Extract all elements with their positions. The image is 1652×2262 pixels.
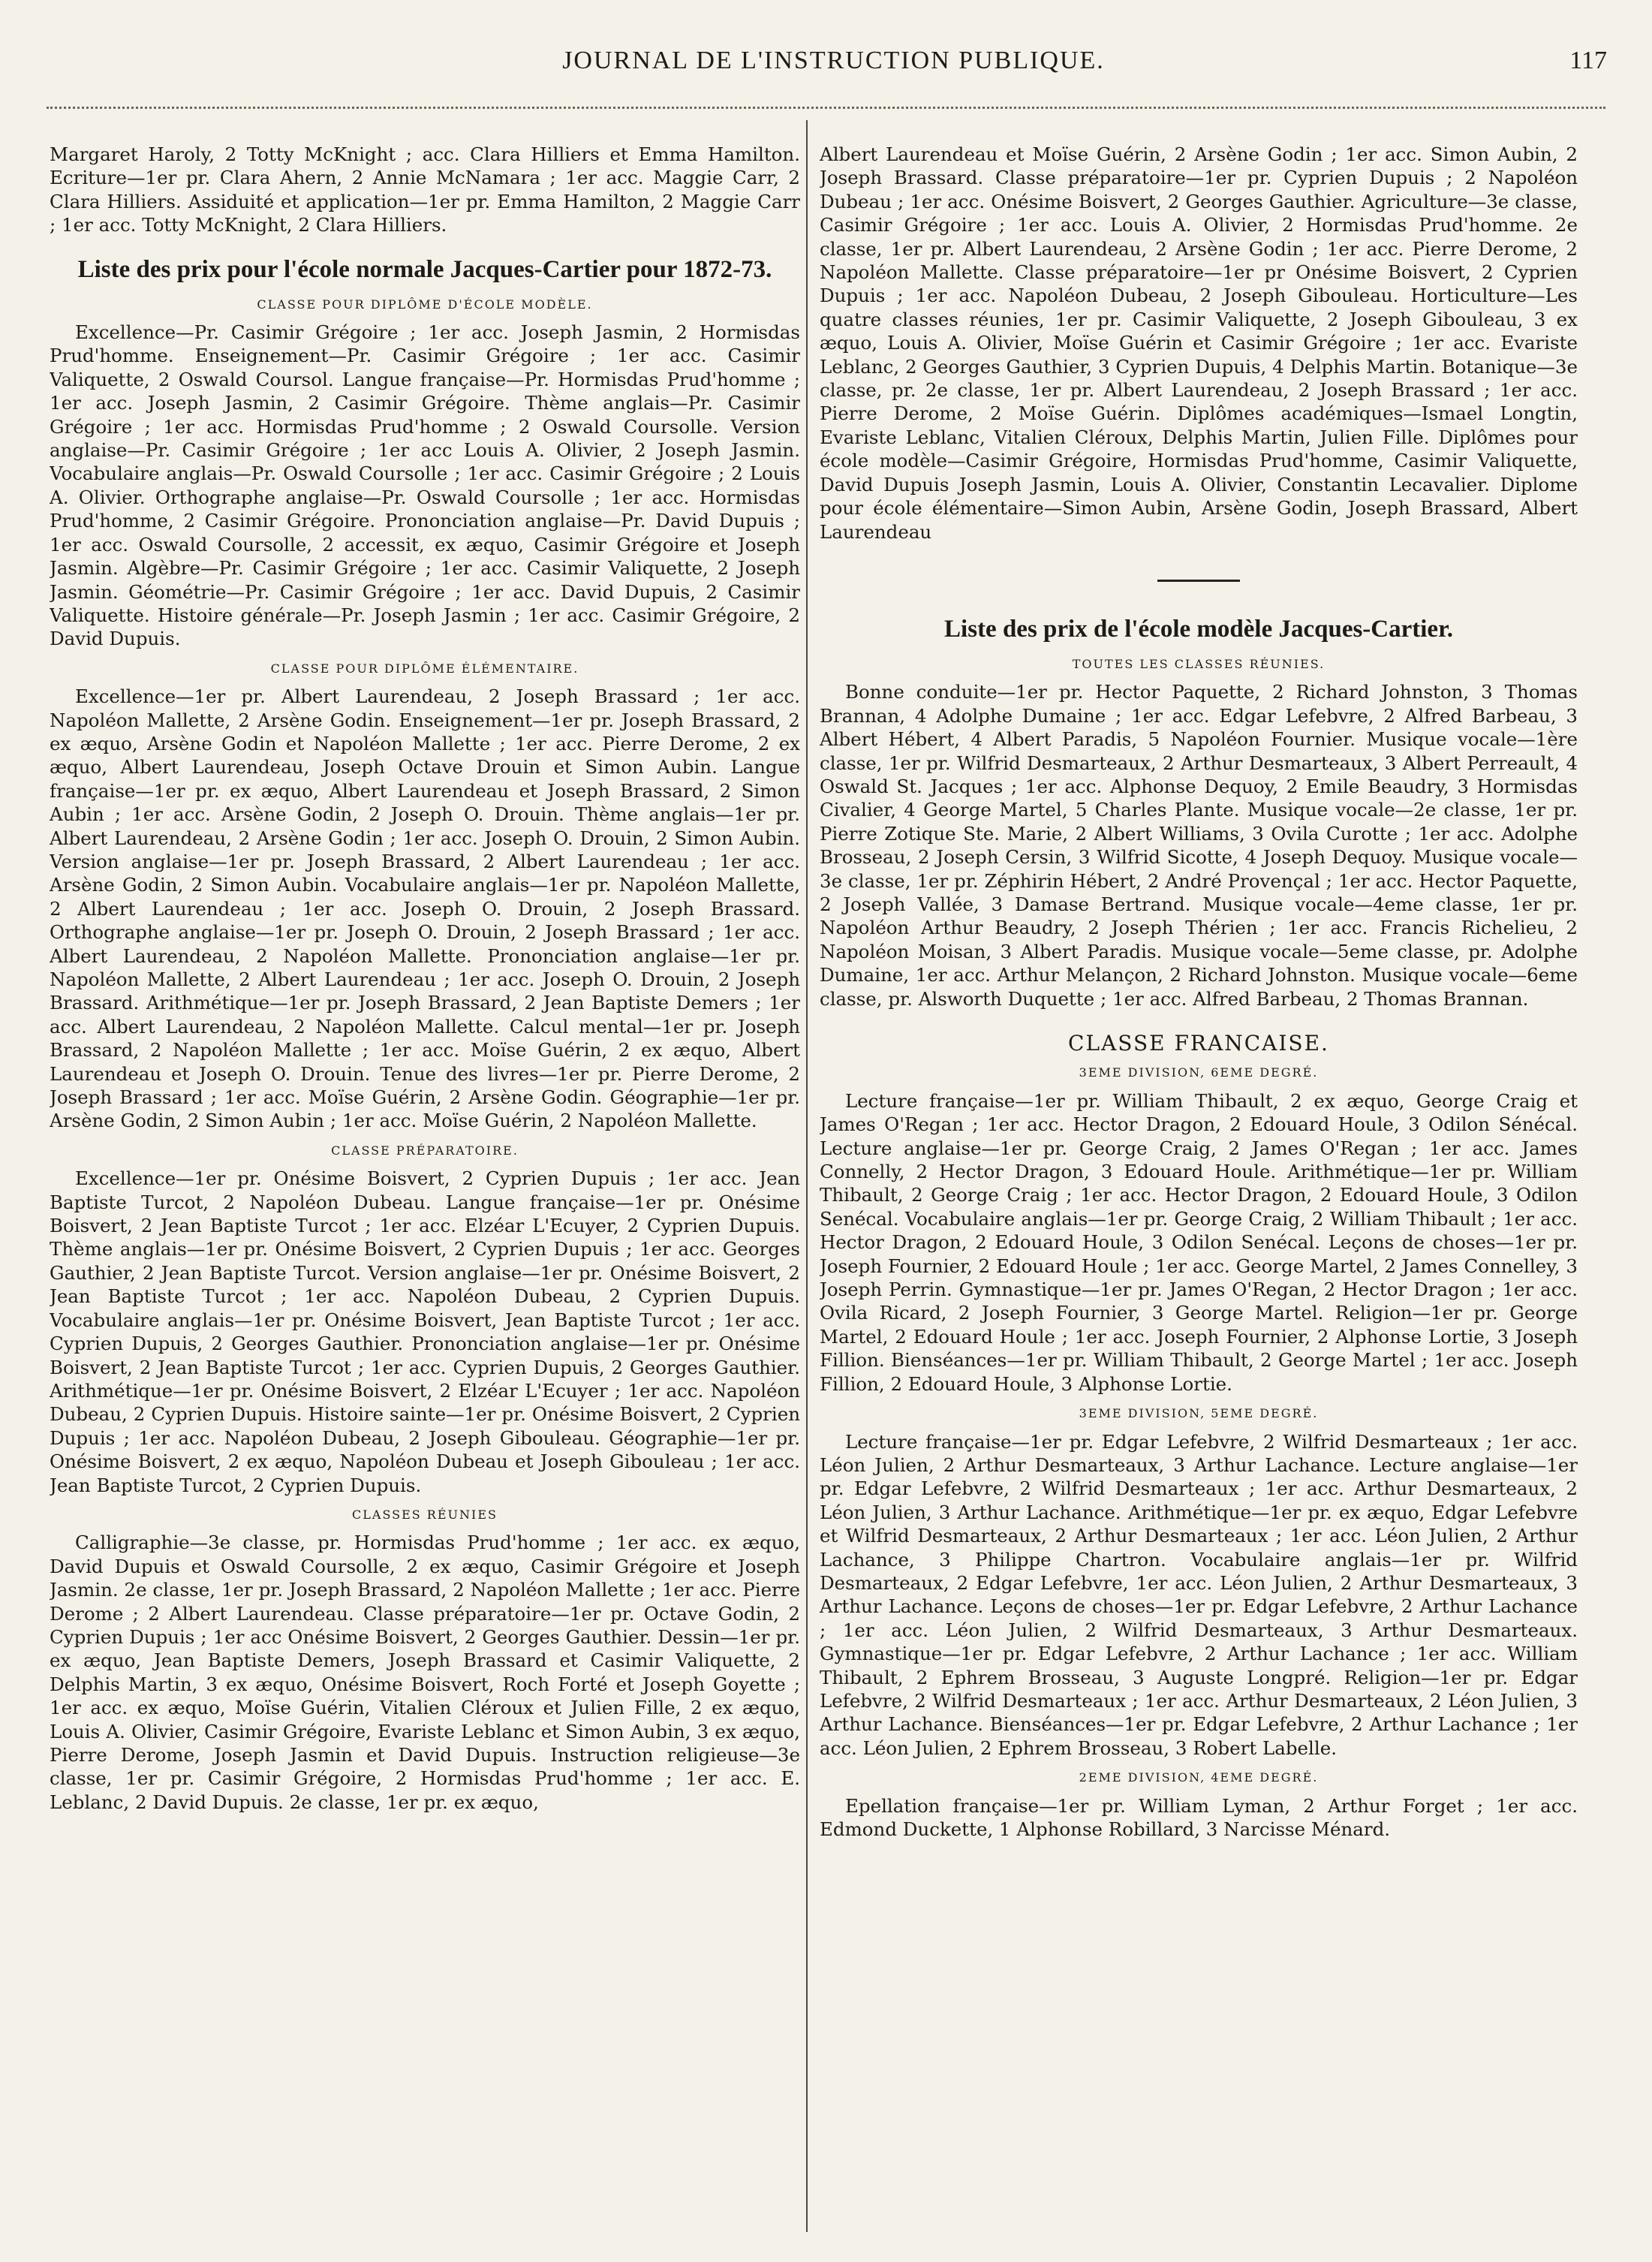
subsection-text: Excellence—1er pr. Albert Laurendeau, 2 Joseph Brassard ; 1er acc. Napoléon Mallette, 2 Arsène Godin. Enseignement—1er pr. Joseph Brassard, 2 ex æquo, Arsène Godin et Napoléon Mallette ; 1er acc. Pierre Derome, 2 ex æquo, Albert Laurendeau, Joseph Octave Drouin et Simon Aubin. Langue française—1er pr. ex æquo, Albert Laurendeau et Joseph Brassard, 2 Simon Aubin ; 1er acc. Arsène Godin, 2 Joseph O. Drouin. Thème anglais—1er pr. Albert Laurendeau, 2 Arsène Godin ; 1er acc. Joseph O. Drouin, 2 Simon Aubin. Version anglaise—1er pr. Joseph Brassard, 2 Albert Laurendeau ; 1er acc. Arsène Godin, 2 Simon Aubin. Vocabulaire anglais—1er pr. Napoléon Mallette, 2 Albert Laurendeau ; 1er acc. Joseph O. Drouin, 2 Joseph Brassard. Orthographe anglaise—1er pr. Joseph O. Drouin, 2 Joseph Brassard ; 1er acc. Albert Laurendeau, 2 Napoléon Mallette. Prononciation anglaise—1er pr. Napoléon Mallette, 2 Albert Laurendeau ; 1er acc. Joseph O. Drouin, 2 Joseph Brassard. Arithmétique—1er pr. Joseph Brassard, 2 Jean Baptiste Demers ; 1er acc. Albert Laurendeau, 2 Napoléon Mallette. Calcul mental—1er pr. Joseph Brassard, 2 Napoléon Mallette ; 1er acc. Moïse Guérin, 2 ex æquo, Albert Laurendeau et Joseph O. Drouin. Tenue des livres—1er pr. Pierre Derome, 2 Joseph Brassard ; 1er acc. Moïse Guérin, 2 Arsène Godin. Géographie—1er pr. Arsène Godin, 2 Simon Aubin ; 1er acc. Moïse Guérin, 2 Napoléon Mallette. (50, 685, 800, 1132)
intro-paragraph: Margaret Haroly, 2 Totty McKnight ; acc. Clara Hilliers et Emma Hamilton. Ecriture—1er pr. Clara Ahern, 2 Annie McNamara ; 1er acc. Maggie Carr, 2 Clara Hilliers. Assiduité et application—1er pr. Emma Hamilton, 2 Maggie Carr ; 1er acc. Totty McKnight, 2 Clara Hilliers. (50, 143, 800, 236)
section-title-ecole-normale: Liste des prix pour l'école normale Jacques-Cartier pour 1872-73. (77, 255, 772, 283)
subsection-text: Excellence—Pr. Casimir Grégoire ; 1er acc. Joseph Jasmin, 2 Hormisdas Prud'homme. Enseignement—Pr. Casimir Grégoire ; 1er acc. Casimir Valiquette, 2 Oswald Coursol. Langue française—Pr. Hormisdas Prud'homme ; 1er acc. Joseph Jasmin, 2 Casimir Grégoire. Thème anglais—Pr. Casimir Grégoire ; 1er acc. Hormisdas Prud'homme ; 2 Oswald Coursolle. Version anglaise—Pr. Casimir Grégoire ; 1er acc Louis A. Olivier, 2 Joseph Jasmin. Vocabulaire anglais—Pr. Oswald Coursolle ; 1er acc. Casimir Grégoire ; 2 Louis A. Olivier. Orthographe anglaise—Pr. Oswald Coursolle ; 1er acc. Hormisdas Prud'homme, 2 Casimir Grégoire. Prononciation anglaise—Pr. David Dupuis ; 1er acc. Oswald Coursolle, 2 accessit, ex æquo, Casimir Grégoire et Joseph Jasmin. Algèbre—Pr. Casimir Grégoire ; 1er acc. Casimir Valiquette, 2 Joseph Jasmin. Géométrie—Pr. Casimir Grégoire ; 1er acc. David Dupuis, 2 Casimir Valiquette. Histoire générale—Pr. Joseph Jasmin ; 1er acc. Casimir Grégoire, 2 David Dupuis. (50, 321, 800, 650)
division-heading: 3EME DIVISION, 5EME DEGRÉ. (1079, 1406, 1319, 1421)
continuation-paragraph: Albert Laurendeau et Moïse Guérin, 2 Arsène Godin ; 1er acc. Simon Aubin, 2 Joseph Brassard. Classe préparatoire—1er pr. Cyprien Dupuis ; 2 Napoléon Dubeau ; 1er acc. Onésime Boisvert, 2 Georges Gauthier. Agriculture—3e classe, Casimir Grégoire ; 1er acc. Louis A. Olivier, 2 Hormisdas Prud'homme. 2e classe, 1er pr. Albert Laurendeau, 2 Arsène Godin ; 1er acc. Pierre Derome, 2 Napoléon Mallette. Classe préparatoire—1er pr Onésime Boisvert, 2 Cyprien Dupuis ; 1er acc. Napoléon Dubeau, 2 Joseph Gibouleau. Horticulture—Les quatre classes réunies, 1er pr. Casimir Valiquette, 2 Joseph Gibouleau, 3 ex æquo, Louis A. Olivier, Moïse Guérin et Casimir Grégoire ; 1er acc. Evariste Leblanc, 2 Georges Gauthier, 3 Cyprien Dupuis, 4 Delphis Martin. Botanique—3e classe, pr. 2e classe, 1er pr. Albert Laurendeau, 2 Joseph Brassard ; 1er acc. Pierre Derome, 2 Moïse Guérin. Diplômes académiques—Ismael Longtin, Evariste Leblanc, Vitalien Cléroux, Delphis Martin, Julien Fille. Diplômes pour école modèle—Casimir Grégoire, Hormisdas Prud'homme, Casimir Valiquette, David Dupuis Joseph Jasmin, Louis A. Olivier, Constantin Lecavalier. Diplome pour école élémentaire—Simon Aubin, Arsène Godin, Joseph Brassard, Albert Laurendeau (820, 143, 1578, 543)
running-head (45, 47, 1622, 92)
header-rule (47, 107, 1605, 109)
section-divider (1157, 580, 1240, 582)
left-column (50, 143, 800, 2247)
column-divider (806, 120, 808, 2232)
division-heading: 3EME DIVISION, 6EME DEGRÉ. (1079, 1065, 1319, 1080)
section-title-ecole-modele: Liste des prix de l'école modèle Jacques-Cartier. (944, 615, 1453, 643)
subsection-heading: CLASSE POUR DIPLÔME D'ÉCOLE MODÈLE. (257, 297, 593, 312)
division-text: Lecture française—1er pr. Edgar Lefebvre, 2 Wilfrid Desmarteaux ; 1er acc. Léon Julien, 2 Arthur Desmarteaux, 3 Arthur Lachance. Lecture anglaise—1er pr. Edgar Lefebvre, 2 Wilfrid Desmarteaux ; 1er acc. Arthur Desmarteaux, 2 Léon Julien, 3 Arthur Lachance. Arithmétique—1er pr. ex æquo, Edgar Lefebvre et Wilfrid Desmarteaux, 2 Arthur Desmarteaux ; 1er acc. Léon Julien, 2 Arthur Lachance, 3 Philippe Chartron. Vocabulaire anglais—1er pr. Wilfrid Desmarteaux, 2 Edgar Lefebvre, 1er acc. Léon Julien, 2 Arthur Desmarteaux, 3 Arthur Lachance. Leçons de choses—1er pr. Edgar Lefebvre, 2 Arthur Lachance ; 1er acc. Léon Julien, 2 Wilfrid Desmarteaux, 3 Arthur Desmarteaux. Gymnastique—1er pr. Edgar Lefebvre, 2 Arthur Lachance ; 1er acc. William Thibault, 2 Ephrem Brosseau, 3 Auguste Longpré. Religion—1er pr. Edgar Lefebvre, 2 Wilfrid Desmarteaux ; 1er acc. Arthur Desmarteaux, 2 Léon Julien, 3 Arthur Lachance. Bienséances—1er pr. Edgar Lefebvre, 2 Arthur Lachance ; 1er acc. Léon Julien, 2 Ephrem Brosseau, 3 Robert Labelle. (820, 1430, 1578, 1759)
subsection-heading: TOUTES LES CLASSES RÉUNIES. (1072, 656, 1326, 671)
subsection-heading: CLASSE POUR DIPLÔME ÉLÉMENTAIRE. (270, 661, 579, 676)
subsection-heading: CLASSES RÉUNIES (352, 1507, 498, 1522)
journal-title: JOURNAL DE L'INSTRUCTION PUBLIQUE. (562, 47, 1105, 74)
division-text: Epellation française—1er pr. William Lyman, 2 Arthur Forget ; 1er acc. Edmond Duckette, 1 Alphonse Robillard, 3 Narcisse Ménard. (820, 1794, 1578, 1840)
subsection-text: Excellence—1er pr. Onésime Boisvert, 2 Cyprien Dupuis ; 1er acc. Jean Baptiste Turcot, 2 Napoléon Dubeau. Langue française—1er pr. Onésime Boisvert, 2 Jean Baptiste Turcot ; 1er acc. Elzéar L'Ecuyer, 2 Cyprien Dupuis. Thème anglais—1er pr. Onésime Boisvert, 2 Cyprien Dupuis ; 1er acc. Georges Gauthier, 2 Jean Baptiste Turcot. Version anglaise—1er pr. Onésime Boisvert, 2 Jean Baptiste Turcot ; 1er acc. Napoléon Dubeau, 2 Cyprien Dupuis. Vocabulaire anglais—1er pr. Onésime Boisvert, Jean Baptiste Turcot ; 1er acc. Cyprien Dupuis, 2 Georges Gauthier. Prononciation anglaise—1er pr. Onésime Boisvert, 2 Jean Baptiste Turcot ; 1er acc. Cyprien Dupuis, 2 Georges Gauthier. Arithmétique—1er pr. Onésime Boisvert, 2 Elzéar L'Ecuyer ; 1er acc. Napoléon Dubeau, 2 Cyprien Dupuis. Histoire sainte—1er pr. Onésime Boisvert, 2 Cyprien Dupuis ; 1er acc. Napoléon Dubeau, 2 Joseph Gibouleau. Géographie—1er pr. Onésime Boisvert, 2 ex æquo, Napoléon Dubeau et Joseph Gibouleau ; 1er acc. Jean Baptiste Turcot, 2 Cyprien Dupuis. (50, 1167, 800, 1496)
subsection-text: Calligraphie—3e classe, pr. Hormisdas Prud'homme ; 1er acc. ex æquo, David Dupuis et Oswald Coursolle, 2 ex æquo, Casimir Grégoire et Joseph Jasmin. 2e classe, 1er pr. Joseph Brassard, 2 Napoléon Mallette ; 1er acc. Pierre Derome ; 2 Albert Laurendeau. Classe préparatoire—1er pr. Octave Godin, 2 Cyprien Dupuis ; 1er acc Onésime Boisvert, 2 Georges Gauthier. Dessin—1er pr. ex æquo, Jean Baptiste Demers, Joseph Brassard et Casimir Valiquette, 2 Delphis Martin, 3 ex æquo, Onésime Boisvert, Roch Forté et Joseph Goyette ; 1er acc. ex æquo, Moïse Guérin, Vitalien Cléroux et Julien Fille, 2 ex æquo, Louis A. Olivier, Casimir Grégoire, Evariste Leblanc et Simon Aubin, 3 ex æquo, Pierre Derome, Joseph Jasmin et David Dupuis. Instruction religieuse—3e classe, 1er pr. Casimir Grégoire, 2 Hormisdas Prud'homme ; 1er acc. E. Leblanc, 2 David Dupuis. 2e classe, 1er pr. ex æquo, (50, 1532, 800, 1813)
page-number: 117 (1569, 47, 1607, 74)
division-heading: 2EME DIVISION, 4EME DEGRÉ. (1079, 1770, 1319, 1785)
classe-francaise-heading: CLASSE FRANCAISE. (1068, 1031, 1329, 1056)
subsection-text: Bonne conduite—1er pr. Hector Paquette, 2 Richard Johnston, 3 Thomas Brannan, 4 Adolphe Dumaine ; 1er acc. Edgar Lefebvre, 2 Alfred Barbeau, 3 Albert Hébert, 4 Albert Paradis, 5 Napoléon Fournier. Musique vocale—1ère classe, 1er pr. Wilfrid Desmarteaux, 2 Arthur Desmarteaux, 3 Albert Perreault, 4 Oswald St. Jacques ; 1er acc. Alphonse Dequoy, 2 Emile Beaudry, 3 Hormisdas Civalier, 4 George Martel, 5 Charles Plante. Musique vocale—2e classe, 1er pr. Pierre Zotique Ste. Marie, 2 Albert Williams, 3 Ovila Curotte ; 1er acc. Adolphe Brosseau, 2 Joseph Cersin, 3 Wilfrid Sicotte, 4 Joseph Dequoy. Musique vocale—3e classe, 1er pr. Zéphirin Hébert, 2 André Provençal ; 1er acc. Hector Paquette, 2 Joseph Vallée, 3 Damase Bertrand. Musique vocale—4eme classe, 1er pr. Napoléon Arthur Beaudry, 2 Joseph Thérien ; 1er acc. Francis Richelieu, 2 Napoléon Moisan, 3 Albert Paradis. Musique vocale—5eme classe, pr. Adolphe Dumaine, 1er acc. Arthur Melançon, 2 Richard Johnston. Musique vocale—6eme classe, pr. Alsworth Duquette ; 1er acc. Alfred Barbeau, 2 Thomas Brannan. (820, 681, 1578, 1010)
right-column (820, 143, 1578, 2247)
subsection-heading: CLASSE PRÉPARATOIRE. (331, 1143, 519, 1158)
division-text: Lecture française—1er pr. William Thibault, 2 ex æquo, George Craig et James O'Regan ; 1er acc. Hector Dragon, 2 Edouard Houle, 3 Odilon Sénécal. Lecture anglaise—1er pr. George Craig, 2 James O'Regan ; 1er acc. James Connelly, 2 Hector Dragon, 3 Edouard Houle. Arithmétique—1er pr. William Thibault, 2 George Craig ; 1er acc. Hector Dragon, 2 Edouard Houle, 3 Odilon Senécal. Vocabulaire anglais—1er pr. George Craig, 2 William Thibault ; 1er acc. Hector Dragon, 2 Edouard Houle, 3 Odilon Senécal. Leçons de choses—1er pr. Joseph Fournier, 2 Edouard Houle ; 1er acc. George Martel, 2 James Connelley, 3 Joseph Perrin. Gymnastique—1er pr. James O'Regan, 2 Hector Dragon ; 1er acc. Ovila Ricard, 2 Joseph Fournier, 3 George Martel. Religion—1er pr. George Martel, 2 Edouard Houle ; 1er acc. Joseph Fournier, 2 Alphonse Lortie, 3 Joseph Fillion. Bienséances—1er pr. William Thibault, 2 George Martel ; 1er acc. Joseph Fillion, 2 Edouard Houle, 3 Alphonse Lortie. (820, 1089, 1578, 1395)
